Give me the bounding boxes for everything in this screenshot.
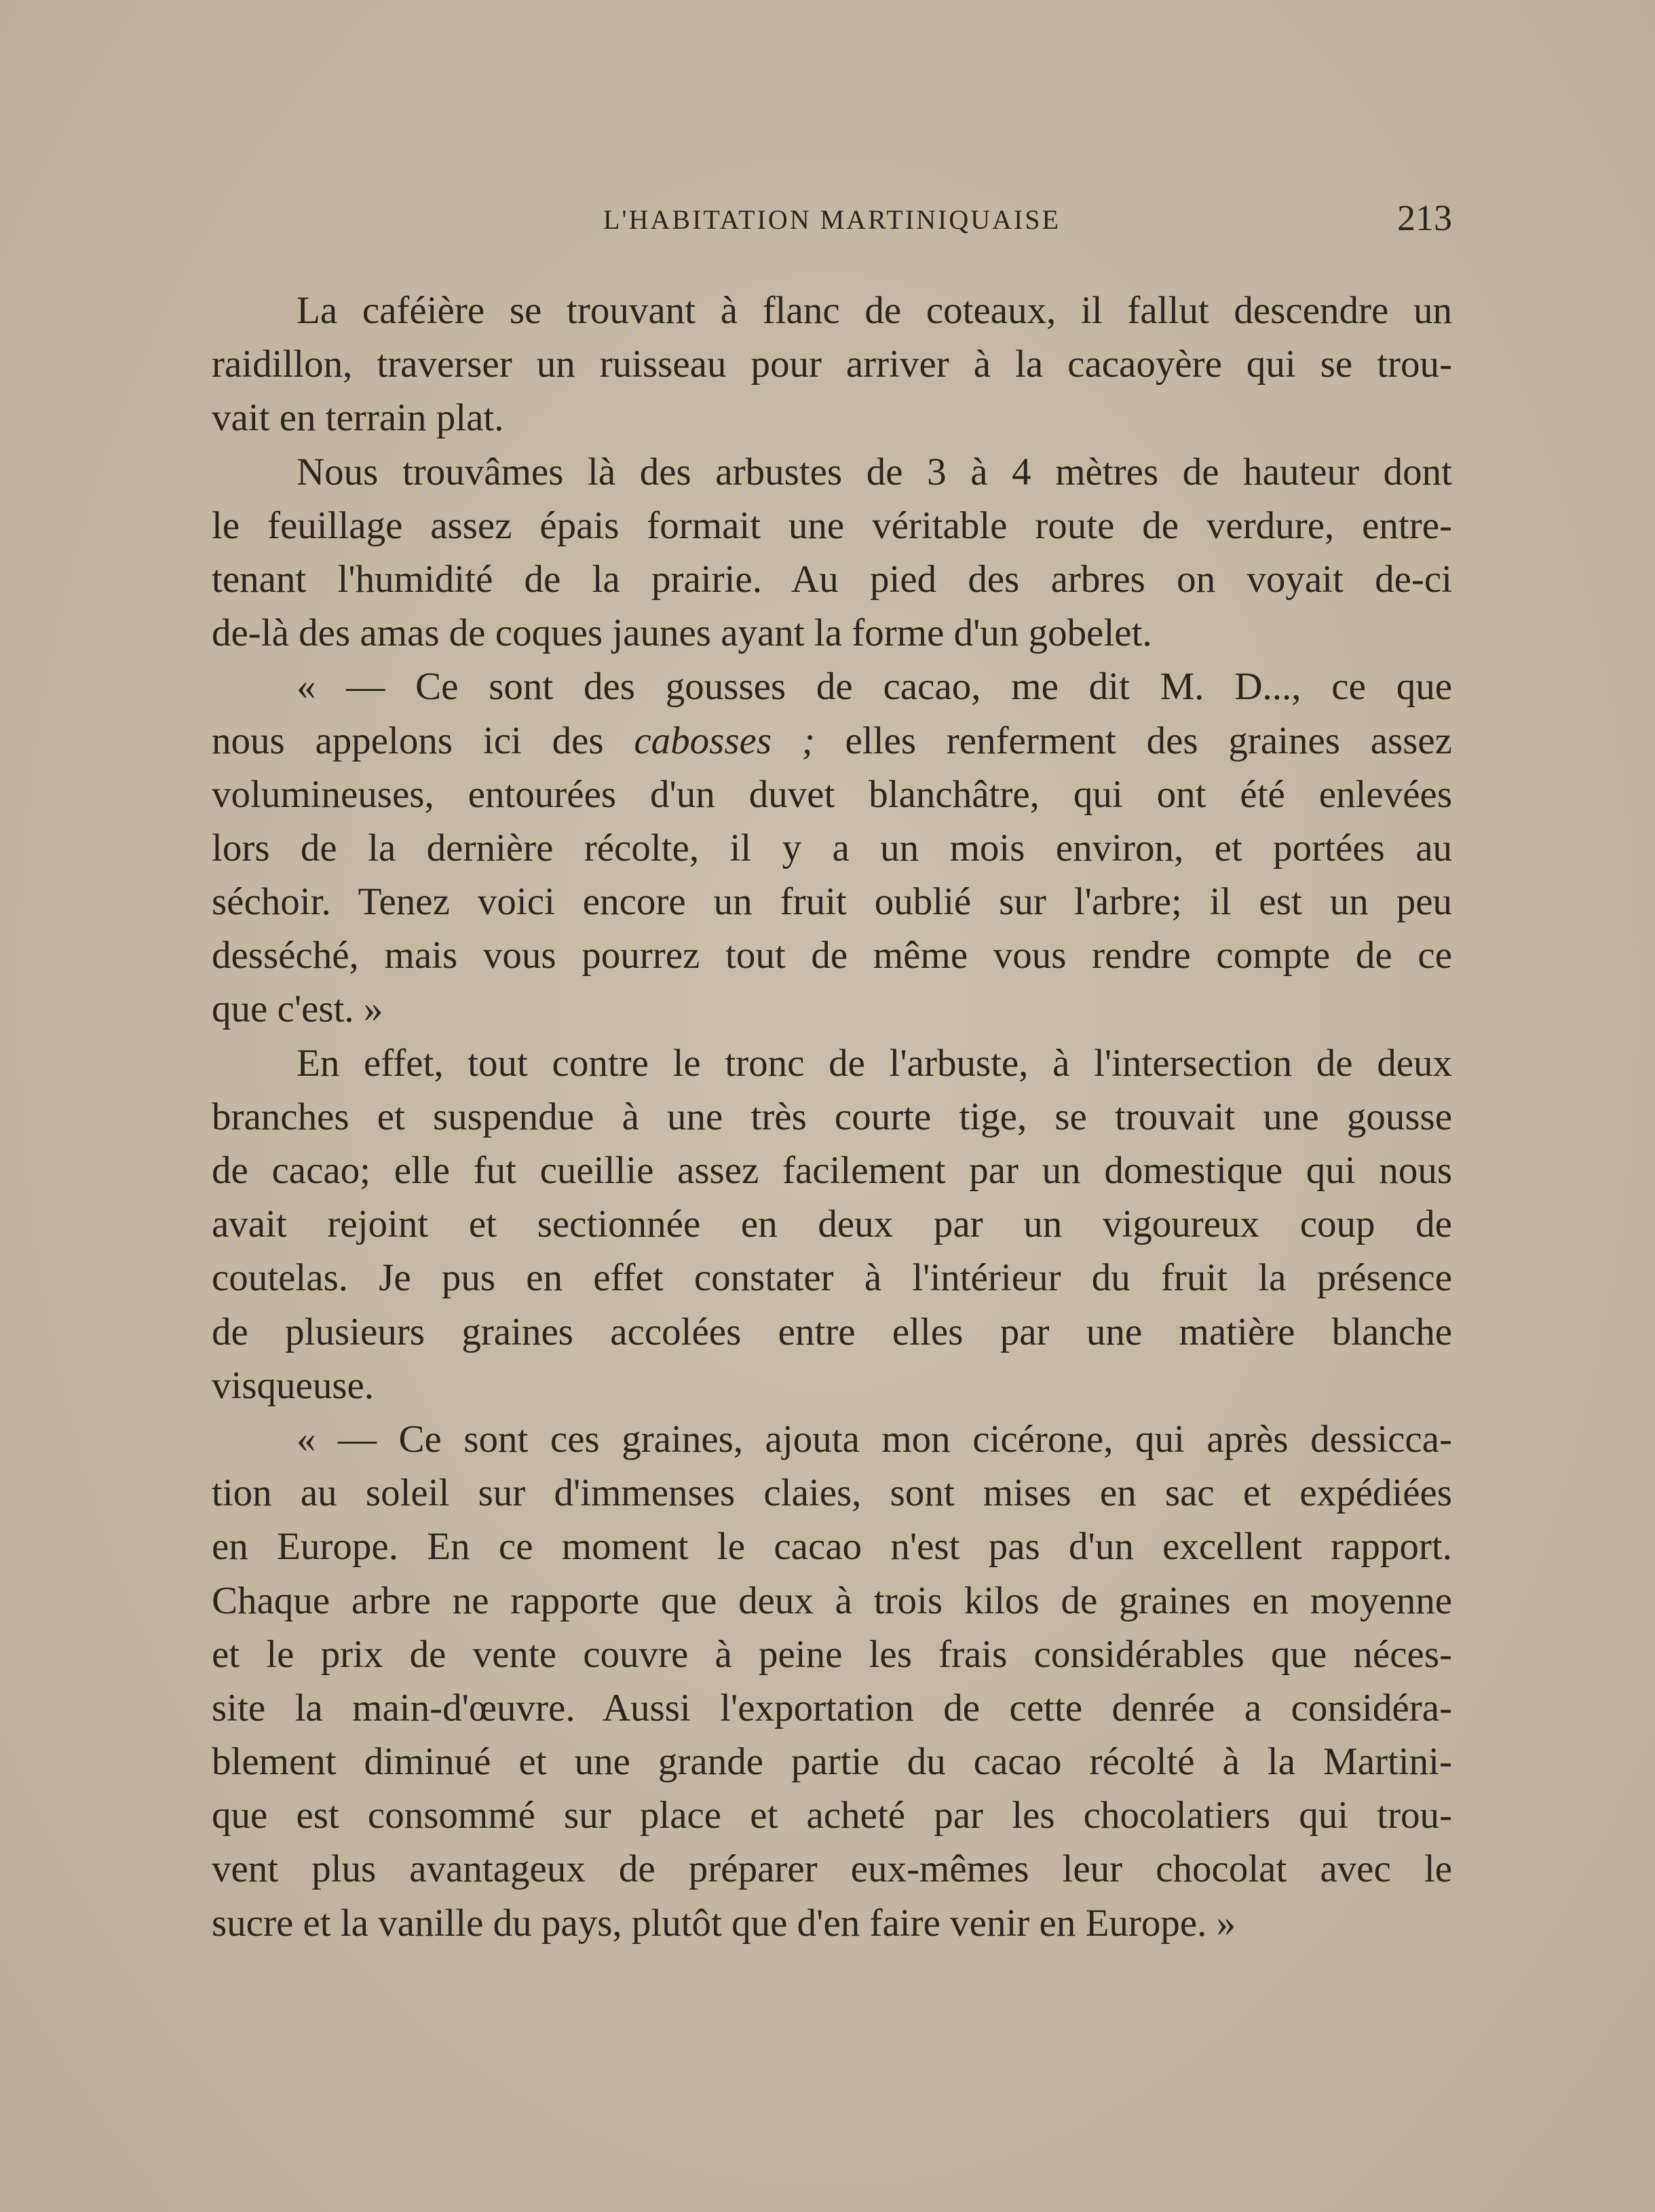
page-number: 213 bbox=[1397, 198, 1452, 238]
line-text: coutelas. Je pus en effet constater à l'intérieur du fruit la présence bbox=[212, 1256, 1452, 1300]
text-line bbox=[212, 391, 1452, 445]
running-title: L'HABITATION MARTINIQUAISE bbox=[603, 204, 1061, 235]
line-text: de plusieurs graines accolées entre elles par une matière blanche bbox=[212, 1310, 1452, 1353]
line-text: que c'est. » bbox=[212, 988, 383, 1031]
line-text: La caféière se trouvant à flanc de coteaux, il fallut descendre un bbox=[297, 289, 1452, 332]
line-text: et le prix de vente couvre à peine les frais considérables que néces- bbox=[212, 1632, 1452, 1676]
line-text: sucre et la vanille du pays, plutôt que d'en faire venir en Europe. » bbox=[212, 1901, 1236, 1945]
body-text bbox=[212, 284, 1452, 1950]
text-line bbox=[212, 660, 1452, 713]
text-line bbox=[212, 1896, 1452, 1950]
text-line bbox=[212, 1305, 1452, 1359]
text-line bbox=[212, 714, 1452, 768]
line-text: vait en terrain plat. bbox=[212, 396, 504, 440]
text-line bbox=[212, 284, 1452, 337]
line-text: raidillon, traverser un ruisseau pour arriver à la cacaoyère qui se trou- bbox=[212, 343, 1452, 386]
text-line bbox=[212, 1520, 1452, 1573]
line-text: avait rejoint et sectionnée en deux par un vigoureux coup de bbox=[212, 1203, 1452, 1246]
line-text: desséché, mais vous pourrez tout de même vous rendre compte de ce bbox=[212, 934, 1452, 977]
text-line bbox=[212, 552, 1452, 606]
line-text: Nous trouvâmes là des arbustes de 3 à 4 mètres de hauteur dont bbox=[297, 450, 1452, 493]
text-line bbox=[212, 929, 1452, 982]
text-line bbox=[212, 1251, 1452, 1305]
line-text: en Europe. En ce moment le cacao n'est pas d'un excellent rapport. bbox=[212, 1525, 1452, 1569]
line-text: de cacao; elle fut cueillie assez facilement par un domestique qui nous bbox=[212, 1149, 1452, 1192]
text-line bbox=[212, 445, 1452, 499]
text-line bbox=[212, 1412, 1452, 1466]
line-text: nous appelons ici des bbox=[212, 719, 634, 762]
line-text: le feuillage assez épais formait une véritable route de verdure, entre- bbox=[212, 504, 1452, 547]
text-line bbox=[212, 1788, 1452, 1842]
line-text: site la main-d'œuvre. Aussi l'exportation de cette denrée a considéra- bbox=[212, 1686, 1452, 1729]
text-line bbox=[212, 1090, 1452, 1144]
text-line bbox=[212, 499, 1452, 552]
text-line bbox=[212, 606, 1452, 660]
line-text: visqueuse. bbox=[212, 1364, 375, 1407]
line-text: branches et suspendue à une très courte tige, se trouvait une gousse bbox=[212, 1095, 1452, 1138]
line-text: vent plus avantageux de préparer eux-mêmes leur chocolat avec le bbox=[212, 1848, 1452, 1891]
line-text: elles renferment des graines assez bbox=[814, 719, 1452, 762]
text-line bbox=[212, 1359, 1452, 1412]
text-line bbox=[212, 1842, 1452, 1896]
line-text: tenant l'humidité de la prairie. Au pied des arbres on voyait de-ci bbox=[212, 557, 1452, 601]
text-line bbox=[212, 1735, 1452, 1788]
line-text: de-là des amas de coques jaunes ayant la forme d'un gobelet. bbox=[212, 612, 1152, 655]
text-line bbox=[212, 337, 1452, 391]
italic-term: cabosses ; bbox=[634, 719, 815, 762]
text-line bbox=[212, 1681, 1452, 1735]
text-line bbox=[212, 821, 1452, 875]
line-text: Chaque arbre ne rapporte que deux à trois kilos de graines en moyenne bbox=[212, 1579, 1452, 1622]
line-text: volumineuses, entourées d'un duvet blanchâtre, qui ont été enlevées bbox=[212, 772, 1452, 816]
text-line bbox=[212, 1466, 1452, 1520]
text-line bbox=[212, 1144, 1452, 1197]
text-line bbox=[212, 982, 1452, 1036]
text-line bbox=[212, 875, 1452, 929]
page-header bbox=[212, 197, 1452, 244]
line-text: blement diminué et une grande partie du cacao récolté à la Martini- bbox=[212, 1740, 1452, 1784]
text-line bbox=[212, 1197, 1452, 1251]
text-line bbox=[212, 1036, 1452, 1090]
line-text: En effet, tout contre le tronc de l'arbuste, à l'intersection de deux bbox=[297, 1041, 1452, 1085]
line-text: que est consommé sur place et acheté par les chocolatiers qui trou- bbox=[212, 1794, 1452, 1837]
line-text: tion au soleil sur d'immenses claies, sont mises en sac et expédiées bbox=[212, 1471, 1452, 1515]
line-text: lors de la dernière récolte, il y a un mois environ, et portées au bbox=[212, 826, 1452, 869]
line-text: séchoir. Tenez voici encore un fruit oublié sur l'arbre; il est un peu bbox=[212, 880, 1452, 924]
line-text: « — Ce sont des gousses de cacao, me dit M. D..., ce que bbox=[297, 665, 1452, 709]
line-text: « — Ce sont ces graines, ajouta mon cicérone, qui après dessicca- bbox=[297, 1417, 1452, 1461]
text-line bbox=[212, 1574, 1452, 1628]
line-text bbox=[212, 714, 1452, 768]
text-line bbox=[212, 1628, 1452, 1681]
text-line bbox=[212, 768, 1452, 821]
